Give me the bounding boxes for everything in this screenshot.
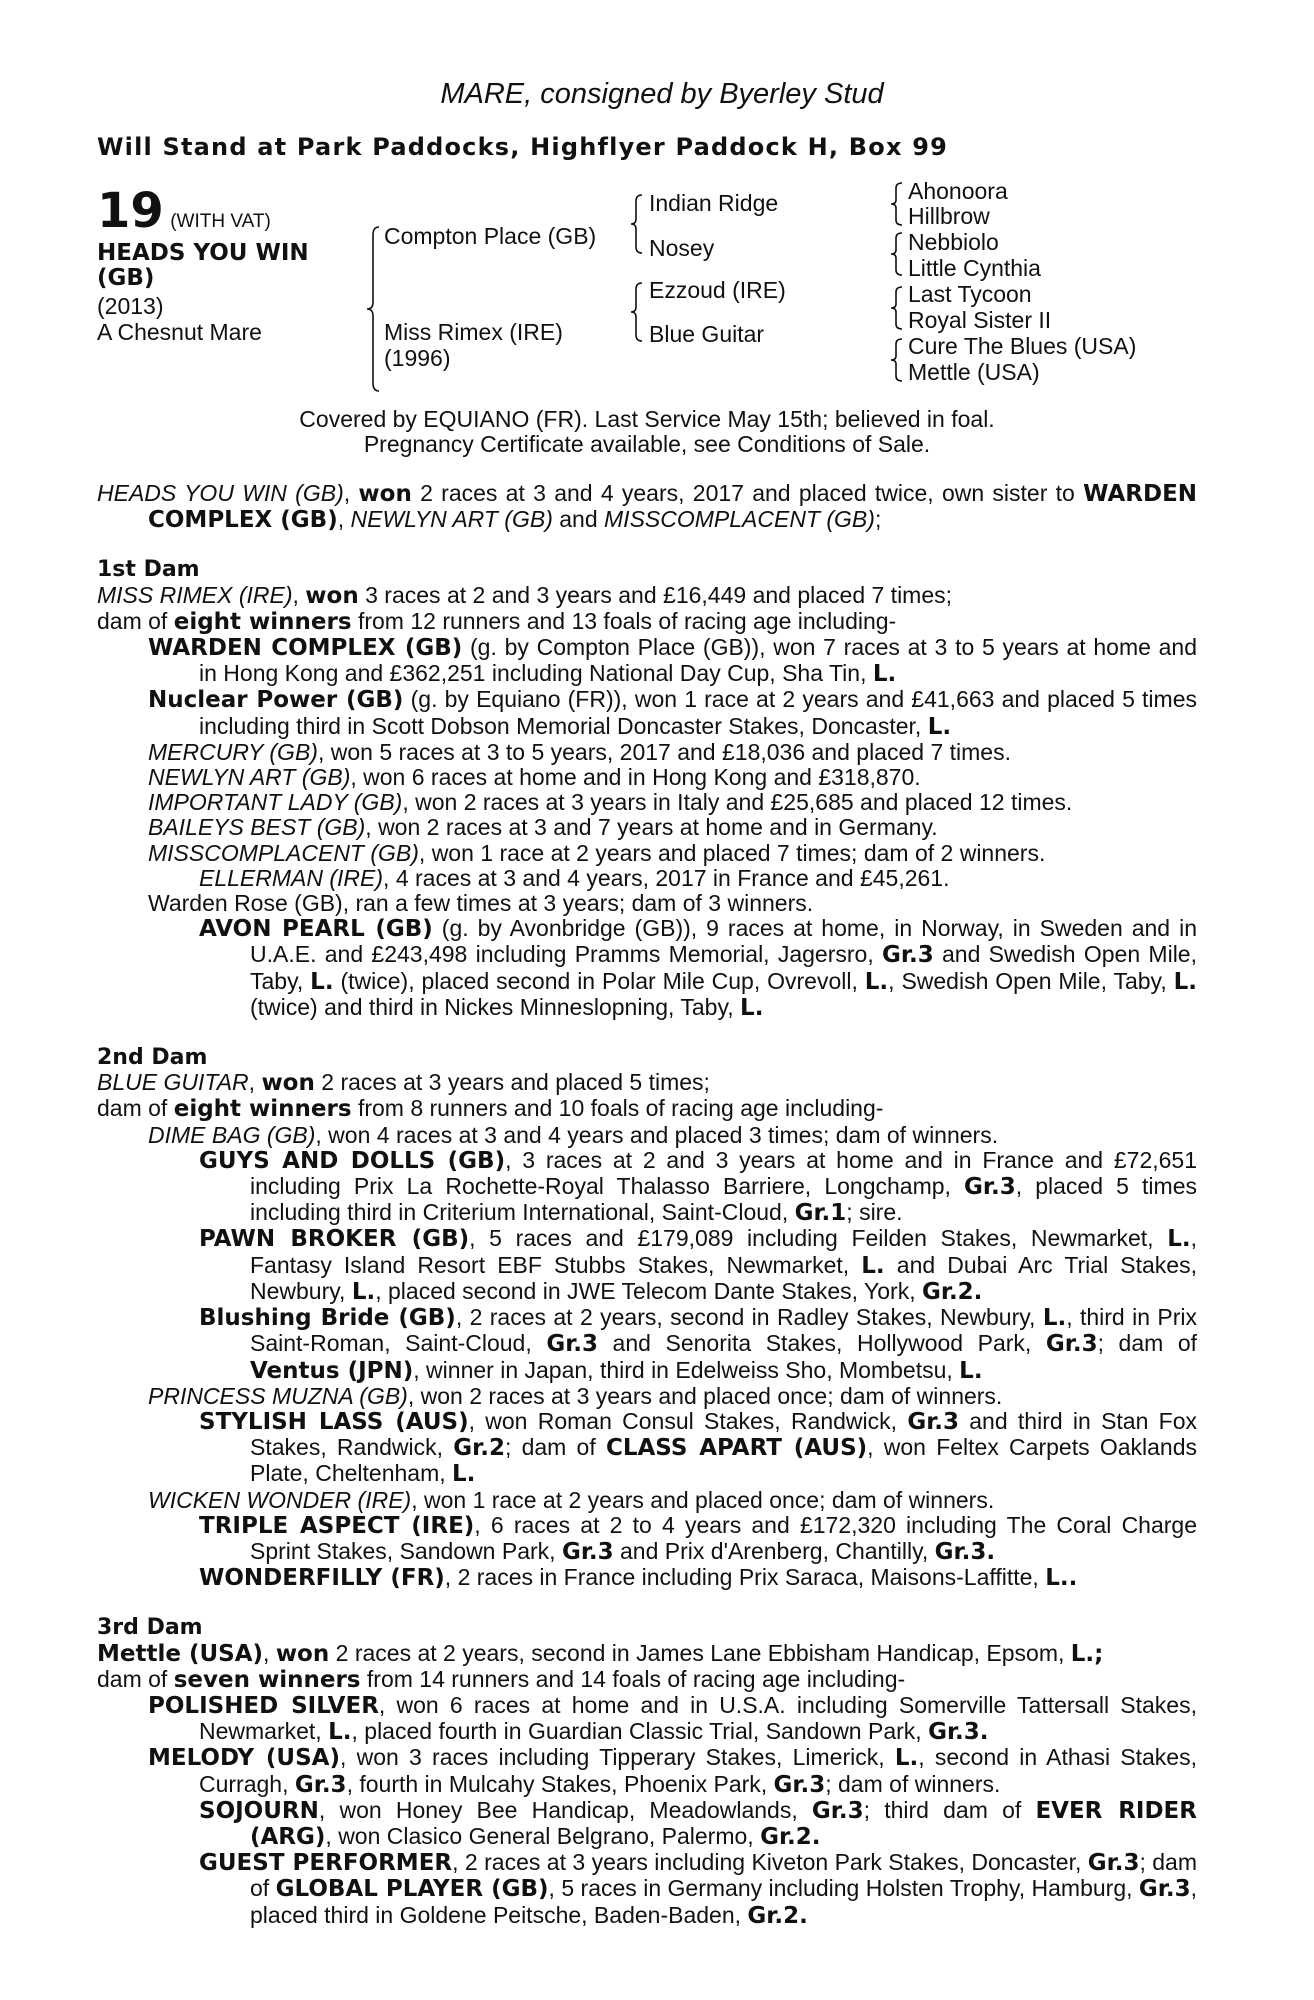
second-dam-heading: 2nd Dam bbox=[97, 1045, 208, 1071]
gp-ds-sire: Last Tycoon bbox=[908, 281, 1032, 307]
vat-note: (WITH VAT) bbox=[170, 211, 271, 232]
gp-dd-sire: Cure The Blues (USA) bbox=[908, 333, 1137, 359]
catalogue-body bbox=[97, 481, 1197, 1929]
page-subtitle: MARE, consigned by Byerley Stud bbox=[440, 78, 884, 110]
sire-sire: Indian Ridge bbox=[649, 190, 779, 216]
grand-progeny-entry: ELLERMAN (IRE), 4 races at 3 and 4 years, 2017 in France and £45,261. bbox=[199, 864, 950, 891]
gp-dd-dam: Mettle (USA) bbox=[908, 359, 1040, 385]
progeny-entry: POLISHED SILVER, won 6 races at home and in U.S.A. including Somerville Tattersall Stakes, Newmarket, L., placed fourth in Guardian Classic Trial, Sandown Park, Gr.3. bbox=[148, 1691, 1197, 1746]
progeny-entry: Warden Rose (GB), ran a few times at 3 years; dam of 3 winners. bbox=[148, 890, 814, 917]
grand-progeny-entry: GUYS AND DOLLS (GB), 3 races at 2 and 3 years at home and in France and £72,651 including Prix La Rochette-Royal Thalasso Barriere, Longchamp, Gr.3, placed 5 times including third in Criterium International, Saint-Cloud, Gr.1; sire. bbox=[199, 1146, 1198, 1227]
first-dam-produce: dam of eight winners from 12 runners and 13 foals of racing age including- bbox=[97, 607, 897, 635]
gp-sd-sire: Nebbiolo bbox=[908, 229, 999, 255]
lot-number: 19 bbox=[97, 183, 164, 239]
sire-dam-bracket bbox=[365, 225, 385, 395]
progeny-entry: NEWLYN ART (GB), won 6 races at home and in Hong Kong and £318,870. bbox=[148, 764, 921, 791]
second-dam-line: BLUE GUITAR, won 2 races at 3 years and placed 5 times; bbox=[97, 1069, 710, 1097]
progeny-entry: PRINCESS MUZNA (GB), won 2 races at 3 years and placed once; dam of winners. bbox=[148, 1382, 1003, 1409]
bracket-dd bbox=[889, 337, 907, 383]
horse-country: (GB) bbox=[97, 265, 155, 291]
first-dam-line: MISS RIMEX (IRE), won 3 races at 2 and 3 years and £16,449 and placed 7 times; bbox=[97, 581, 953, 609]
grand-progeny-entry: Blushing Bride (GB), 2 races at 2 years, second in Radley Stakes, Newbury, L., third in Prix Saint-Roman, Saint-Cloud, Gr.3 and Senorita Stakes, Hollywood Park, Gr.3; dam of Ventus (JPN), winner in Japan, third in Edelweiss Sho, Mombetsu, L. bbox=[199, 1304, 1198, 1384]
location-line: Will Stand at Park Paddocks, Highflyer Paddock H, Box 99 bbox=[97, 133, 948, 161]
third-dam-heading: 3rd Dam bbox=[97, 1615, 203, 1641]
dam-year: (1996) bbox=[384, 345, 451, 371]
pedigree-block bbox=[97, 178, 1197, 417]
progeny-entry: IMPORTANT LADY (GB), won 2 races at 3 years in Italy and £25,685 and placed 12 times. bbox=[148, 789, 1073, 816]
lot-heading bbox=[97, 183, 271, 239]
first-dam-heading: 1st Dam bbox=[97, 557, 200, 583]
dam-sire: Ezzoud (IRE) bbox=[649, 277, 786, 303]
grand-progeny-entry: TRIPLE ASPECT (IRE), 6 races at 2 to 4 years and £172,320 including The Coral Charge Sprint Stakes, Sandown Park, Gr.3 and Prix d'Arenberg, Chantilly, Gr.3. bbox=[199, 1511, 1198, 1565]
grand-progeny-entry: AVON PEARL (GB) (g. by Avonbridge (GB)), 9 races at home, in Norway, in Sweden and in U.A.E. and £243,498 including Pramms Memorial, Jagersro, Gr.3 and Swedish Open Mile, Taby, L. (twice), placed second in Polar Mile Cup, Ovrevoll, L., Swedish Open Mile, Taby, L. (twice) and third in Nickes Minneslopning, Taby, L. bbox=[199, 915, 1198, 1021]
sire-name: Compton Place (GB) bbox=[384, 223, 597, 249]
grand-progeny-entry: STYLISH LASS (AUS), won Roman Consul Stakes, Randwick, Gr.3 and third in Stan Fox Stakes, Randwick, Gr.2; dam of CLASS APART (AUS), won Feltex Carpets Oaklands Plate, Cheltenham, L. bbox=[199, 1407, 1197, 1488]
catalogue-page bbox=[97, 78, 1197, 1929]
gp-sire-dam: Hillbrow bbox=[908, 203, 990, 229]
dam-dam: Blue Guitar bbox=[649, 321, 765, 347]
dam-name: Miss Rimex (IRE) bbox=[384, 319, 563, 345]
intro-paragraph: HEADS YOU WIN (GB), won 2 races at 3 and 4 years, 2017 and placed twice, own sister to WARDEN COMPLEX (GB), NEWLYN ART (GB) and MISSCOMPLACENT (GB); bbox=[97, 480, 1198, 534]
gp-sire-sire: Ahonoora bbox=[908, 178, 1008, 204]
horse-name: HEADS YOU WIN bbox=[97, 240, 309, 266]
horse-year: (2013) bbox=[97, 293, 164, 319]
grand-progeny-entry: WONDERFILLY (FR), 2 races in France including Prix Saraca, Maisons-Laffitte, L.. bbox=[199, 1564, 1078, 1592]
grand-progeny-entry: SOJOURN, won Honey Bee Handicap, Meadowlands, Gr.3; third dam of EVER RIDER (ARG), won Clasico General Belgrano, Palermo, Gr.2. bbox=[199, 1796, 1197, 1850]
progeny-entry: BAILEYS BEST (GB), won 2 races at 3 and 7 years at home and in Germany. bbox=[148, 814, 938, 841]
sire-parents-bracket bbox=[629, 193, 649, 255]
progeny-entry: MERCURY (GB), won 5 races at 3 to 5 years, 2017 and £18,036 and placed 7 times. bbox=[148, 738, 1011, 765]
gp-ds-dam: Royal Sister II bbox=[908, 307, 1052, 333]
bracket-sd bbox=[889, 231, 907, 277]
pregnancy-line: Pregnancy Certificate available, see Conditions of Sale. bbox=[363, 431, 931, 457]
progeny-entry: MELODY (USA), won 3 races including Tipperary Stakes, Limerick, L., second in Athasi Stakes, Curragh, Gr.3, fourth in Mulcahy Stakes, Phoenix Park, Gr.3; dam of winners. bbox=[148, 1744, 1197, 1798]
third-dam-line: Mettle (USA), won 2 races at 2 years, second in James Lane Ebbisham Handicap, Epsom, L.; bbox=[97, 1639, 1104, 1667]
grand-progeny-entry: PAWN BROKER (GB), 5 races and £179,089 including Feilden Stakes, Newmarket, L., Fantasy Island Resort EBF Stubbs Stakes, Newmarket, L. and Dubai Arc Trial Stakes, Newbury, L., placed second in JWE Telecom Dante Stakes, York, Gr.2. bbox=[199, 1225, 1198, 1305]
gp-sd-dam: Little Cynthia bbox=[908, 255, 1041, 281]
grand-progeny-entry: GUEST PERFORMER, 2 races at 3 years including Kiveton Park Stakes, Doncaster, Gr.3; dam of GLOBAL PLAYER (GB), 5 races in Germany including Holsten Trophy, Hamburg, Gr.3, placed third in Goldene Peitsche, Baden-Baden, Gr.2. bbox=[199, 1849, 1197, 1929]
bracket-ds bbox=[889, 285, 907, 331]
covered-line: Covered by EQUIANO (FR). Last Service May 15th; believed in foal. bbox=[299, 406, 995, 432]
progeny-entry: Nuclear Power (GB) (g. by Equiano (FR)), won 1 race at 2 years and £41,663 and placed 5 times including third in Scott Dobson Memorial Doncaster Stakes, Doncaster, L. bbox=[148, 686, 1197, 740]
sire-dam: Nosey bbox=[649, 235, 715, 261]
horse-description: A Chesnut Mare bbox=[97, 319, 262, 345]
third-dam-produce: dam of seven winners from 14 runners and 14 foals of racing age including- bbox=[97, 1665, 906, 1693]
dam-parents-bracket bbox=[629, 281, 649, 343]
progeny-entry: WARDEN COMPLEX (GB) (g. by Compton Place (GB)), won 7 races at 3 to 5 years at home and in Hong Kong and £362,251 including National Day Cup, Sha Tin, L. bbox=[148, 634, 1197, 688]
bracket-ss bbox=[889, 181, 907, 227]
progeny-entry: WICKEN WONDER (IRE), won 1 race at 2 years and placed once; dam of winners. bbox=[148, 1486, 995, 1513]
second-dam-produce: dam of eight winners from 8 runners and 10 foals of racing age including- bbox=[97, 1095, 884, 1123]
progeny-entry: MISSCOMPLACENT (GB), won 1 race at 2 years and placed 7 times; dam of 2 winners. bbox=[148, 839, 1046, 866]
progeny-entry: DIME BAG (GB), won 4 races at 3 and 4 years and placed 3 times; dam of winners. bbox=[148, 1121, 999, 1148]
